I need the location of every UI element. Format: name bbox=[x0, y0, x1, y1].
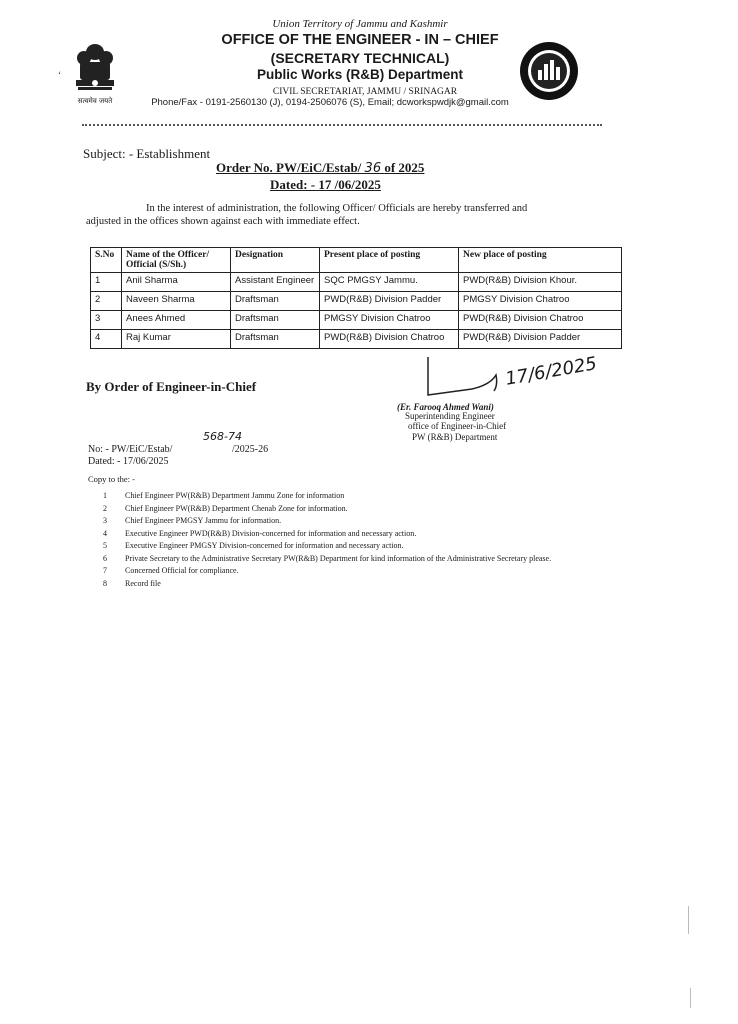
cell-name: Anees Ahmed bbox=[122, 311, 231, 330]
table-row bbox=[91, 273, 622, 292]
header-sno: S.No bbox=[91, 248, 122, 273]
cell-name: Naveen Sharma bbox=[122, 292, 231, 311]
transfer-table bbox=[90, 247, 622, 349]
signatory-title: Superintending Engineer bbox=[405, 411, 495, 421]
table-row bbox=[91, 330, 622, 349]
ut-heading: Union Territory of Jammu and Kashmir bbox=[272, 18, 448, 30]
cell-designation: Assistant Engineer bbox=[231, 273, 320, 292]
list-item: 5 Executive Engineer PMGSY Division-concerned for information and necessary action. bbox=[103, 541, 404, 550]
dispatch-date: Dated: - 17/06/2025 bbox=[88, 456, 169, 467]
cell-sno: 1 bbox=[91, 273, 122, 292]
dispatch-number-label: No: - PW/EiC/Estab/ bbox=[88, 444, 173, 455]
emblem-motto: सत्यमेव जयते bbox=[77, 97, 113, 105]
table-header-row bbox=[91, 248, 622, 273]
list-item: 7 Concerned Official for compliance. bbox=[103, 566, 239, 575]
cell-sno: 3 bbox=[91, 311, 122, 330]
list-item: 6 Private Secretary to the Administrative Secretary PW(R&B) Department for kind information of the Administrative Secretary please. bbox=[103, 553, 552, 563]
margin-mark: ‘ bbox=[58, 70, 61, 80]
cell-present: PMGSY Division Chatroo bbox=[320, 311, 459, 330]
order-date bbox=[270, 177, 381, 193]
signature-date-handwritten: 17/6/2025 bbox=[503, 353, 599, 390]
cell-new: PWD(R&B) Division Khour. bbox=[459, 273, 622, 292]
cell-present: SQC PMGSY Jammu. bbox=[320, 273, 459, 292]
list-item: 4 Executive Engineer PWD(R&B) Division-concerned for information and necessary action. bbox=[103, 528, 417, 538]
signatory-name: (Er. Farooq Ahmed Wani) bbox=[397, 402, 494, 412]
body-text-line2: adjusted in the offices shown against each with immediate effect. bbox=[86, 216, 360, 227]
cell-sno: 4 bbox=[91, 330, 122, 349]
cell-present: PWD(R&B) Division Chatroo bbox=[320, 330, 459, 349]
cell-new: PWD(R&B) Division Chatroo bbox=[459, 311, 622, 330]
header-present-posting: Present place of posting bbox=[320, 248, 459, 273]
contact-line: Phone/Fax - 0191-2560130 (J), 0194-2506076 (S), Email; dcworkspwdjk@gmail.com bbox=[151, 97, 509, 108]
cell-new: PMGSY Division Chatroo bbox=[459, 292, 622, 311]
by-order-line: By Order of Engineer-in-Chief bbox=[86, 379, 257, 394]
secretary-heading: (SECRETARY TECHNICAL) bbox=[270, 50, 450, 66]
address-line: CIVIL SECRETARIAT, JAMMU / SRINAGAR bbox=[272, 87, 458, 97]
header-designation: Designation bbox=[231, 248, 320, 273]
cell-present: PWD(R&B) Division Padder bbox=[320, 292, 459, 311]
list-item: 1 Chief Engineer PW(R&B) Department Jammu Zone for information bbox=[103, 491, 345, 500]
table-row bbox=[91, 292, 622, 311]
cell-designation: Draftsman bbox=[231, 292, 320, 311]
order-number bbox=[216, 160, 424, 176]
cell-designation: Draftsman bbox=[231, 311, 320, 330]
table-row bbox=[91, 311, 622, 330]
signatory-department: PW (R&B) Department bbox=[412, 432, 498, 442]
subject-line: Subject: - Establishment bbox=[83, 146, 211, 161]
order-number-prefix: Order No. PW/EiC/Estab/ bbox=[216, 160, 362, 175]
scan-edge-mark bbox=[688, 906, 689, 934]
header-name: Name of the Officer/ Official (S/Sh.) bbox=[122, 248, 231, 273]
cell-designation: Draftsman bbox=[231, 330, 320, 349]
order-date-value: 17 /06/2025 bbox=[318, 177, 381, 192]
dispatch-number-handwritten: 568-74 bbox=[203, 430, 242, 443]
cell-sno: 2 bbox=[91, 292, 122, 311]
cell-name: Anil Sharma bbox=[122, 273, 231, 292]
order-number-suffix: of 2025 bbox=[384, 160, 425, 175]
list-item: 3 Chief Engineer PMGSY Jammu for information. bbox=[103, 516, 282, 525]
order-date-label: Dated: - bbox=[270, 177, 316, 192]
scan-edge-mark bbox=[690, 988, 691, 1008]
department-heading: Public Works (R&B) Department bbox=[256, 67, 464, 82]
copy-list bbox=[103, 490, 551, 590]
office-heading: OFFICE OF THE ENGINEER - IN – CHIEF bbox=[221, 32, 499, 48]
header-new-posting: New place of posting bbox=[459, 248, 622, 273]
body-text-line1: In the interest of administration, the following Officer/ Officials are hereby transferred and bbox=[146, 203, 528, 214]
list-item: 2 Chief Engineer PW(R&B) Department Chenab Zone for information. bbox=[103, 503, 348, 513]
cell-name: Raj Kumar bbox=[122, 330, 231, 349]
national-emblem-icon bbox=[66, 38, 124, 108]
cell-new: PWD(R&B) Division Padder bbox=[459, 330, 622, 349]
dispatch-year: /2025-26 bbox=[232, 444, 269, 455]
list-item: 8 Record file bbox=[103, 578, 161, 588]
signatory-office: office of Engineer-in-Chief bbox=[408, 421, 507, 431]
header-divider bbox=[82, 124, 602, 126]
copy-to-label: Copy to the: - bbox=[88, 474, 135, 484]
order-number-handwritten: 36 bbox=[364, 161, 382, 176]
